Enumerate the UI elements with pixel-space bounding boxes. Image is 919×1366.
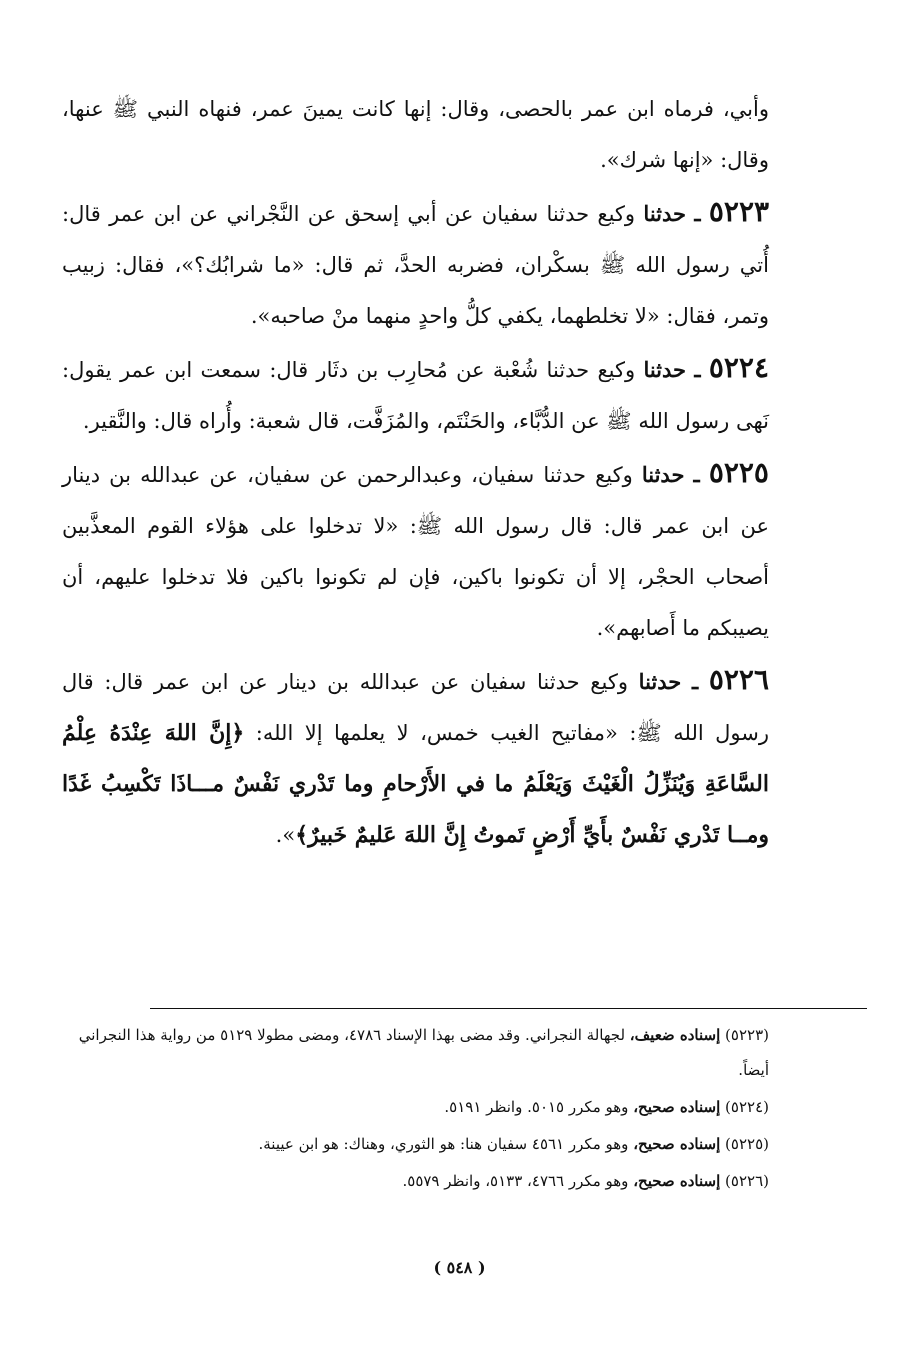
hadith-opener: حدثنا xyxy=(638,669,682,694)
footnote-5225 xyxy=(52,1127,769,1162)
footnote-5226 xyxy=(52,1164,769,1199)
hadith-dash: ـ xyxy=(691,669,699,694)
hadith-dash: ـ xyxy=(694,357,701,382)
footnote-5223 xyxy=(52,1018,769,1088)
hadith-opener: حدثنا xyxy=(643,201,687,226)
page-number: ( ٥٤٨ ) xyxy=(433,1258,486,1277)
hadith-number: ٥٢٢٥ xyxy=(708,456,769,489)
footnote-text: وهو مكرر ٤٧٦٦، ٥١٣٣، وانظر ٥٥٧٩. xyxy=(402,1172,629,1190)
hadith-dash: ـ xyxy=(693,462,700,487)
footnote-ref: (٥٢٢٦) xyxy=(725,1172,769,1190)
hadith-number: ٥٢٢٤ xyxy=(708,351,769,384)
hadith-5224 xyxy=(62,342,769,447)
hadith-ending: ». xyxy=(275,823,296,847)
footnote-grade: إسناده صحيح، xyxy=(633,1172,721,1190)
footnote-grade: إسناده ضعيف، xyxy=(629,1026,721,1044)
footnote-ref: (٥٢٢٥) xyxy=(725,1135,769,1153)
footnote-divider xyxy=(150,1008,867,1009)
hadith-5226 xyxy=(62,654,769,861)
hadith-dash: ـ xyxy=(694,201,701,226)
hadith-text: وكيع حدثنا سفيان عن عبدالله بن دينار عن ابن عمر قال: قال رسول الله ﷺ: «مفاتيح الغيب خمس، لا يعلمها إلا الله: xyxy=(62,670,769,745)
intro-line-1: وأبي، فرماه ابن عمر بالحصى، وقال: إنها كانت يمينَ عمر، فنهاه النبي ﷺ xyxy=(112,97,769,121)
hadith-opener: حدثنا xyxy=(641,462,685,487)
intro-line-2: عنها، وقال: «إنها شرك». xyxy=(62,97,769,172)
hadith-text: وكيع حدثنا سفيان عن أبي إسحق عن النَّجْراني عن ابن عمر قال: أُتي رسول الله ﷺ بسكْران، فضربه الحدَّ، ثم قال: «ما شرابُك؟»، فقال: زبيب وتمر، فقال: «لا تخلطهما، يكفي كلُّ واحدٍ منهما منْ صاحبه». xyxy=(62,202,769,328)
quran-verse: ﴿إِنَّ اللهَ عِنْدَهُ عِلْمُ السَّاعَةِ وَيُنَزِّلُ الْغَيْثَ وَيَعْلَمُ ما في الأَرْحامِ وما تَدْري نَفْسٌ مـــاذَا تَكْسِبُ غَدًا ومــا تَدْري نَفْسٌ بأَيِّ أَرْضٍ تَموتُ إِنَّ اللهَ عَليمٌ خَبيرٌ﴾ xyxy=(62,720,769,848)
footnote-text: وهو مكرر ٤٥٦١ سفيان هنا: هو الثوري، وهناك: هو ابن عيينة. xyxy=(258,1135,629,1153)
footnote-5224 xyxy=(52,1090,769,1125)
hadith-number: ٥٢٢٦ xyxy=(708,663,769,696)
hadith-number: ٥٢٢٣ xyxy=(708,195,770,228)
footnote-ref: (٥٢٢٣) xyxy=(725,1026,769,1044)
intro-paragraph xyxy=(62,84,769,186)
main-text xyxy=(62,84,769,861)
hadith-5223 xyxy=(62,186,769,342)
hadith-5225 xyxy=(62,447,769,654)
footnote-ref: (٥٢٢٤) xyxy=(725,1098,769,1116)
footnote-grade: إسناده صحيح، xyxy=(633,1098,721,1116)
hadith-text: وكيع حدثنا سفيان، وعبدالرحمن عن سفيان، عن عبدالله بن دينار عن ابن عمر قال: قال رسول الله ﷺ: «لا تدخلوا على هؤلاء القوم المعذَّبين أصحاب الحجْر، إلا أن تكونوا باكين، فإن لم تكونوا باكين فلا تدخلوا عليهم، أن يصيبكم ما أَصابهم». xyxy=(62,463,769,640)
footnote-text: لجهالة النجراني. وقد مضى بهذا الإسناد ٤٧٨٦، ومضى مطولا ٥١٢٩ من رواية هذا النجراني أيضاً. xyxy=(78,1026,769,1079)
footnote-text: وهو مكرر ٥٠١٥. وانظر ٥١٩١. xyxy=(444,1098,629,1116)
footnote-grade: إسناده صحيح، xyxy=(633,1135,721,1153)
hadith-text: وكيع حدثنا شُعْبة عن مُحارِب بن دثَار قال: سمعت ابن عمر يقول: نَهى رسول الله ﷺ عن الدُّبَّاء، والحَنْتَم، والمُزَفَّت، قال شعبة: وأُراه قال: والنَّقير. xyxy=(62,358,769,433)
footnotes xyxy=(52,1018,769,1201)
hadith-opener: حدثنا xyxy=(643,357,687,382)
